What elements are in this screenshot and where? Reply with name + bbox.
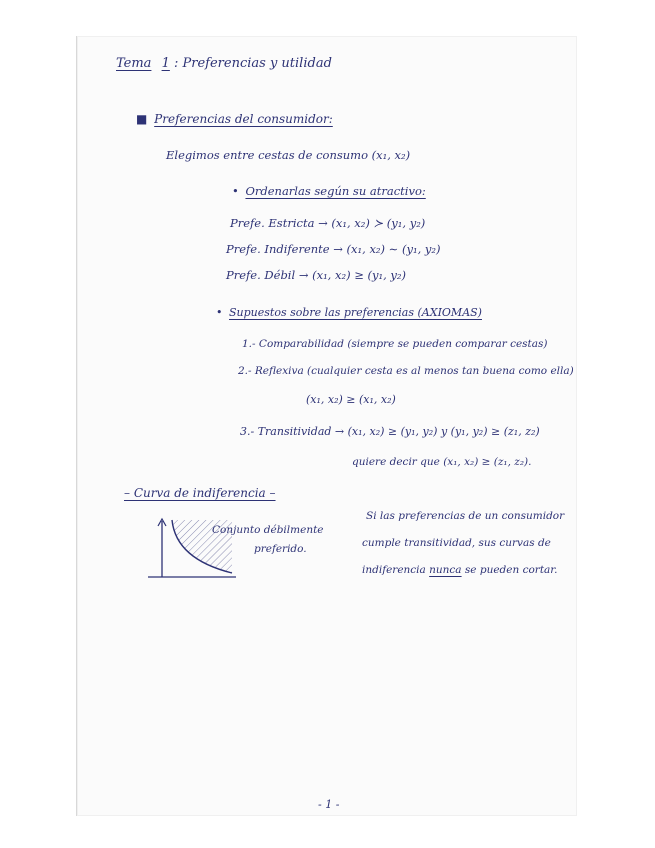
note-line3 <box>362 564 558 576</box>
axiom-transitivity: 3.- Transitividad → (x₁, x₂) ≥ (y₁, y₂) y (y₁, y₂) ≥ (z₁, z₂) <box>240 425 540 438</box>
axiom-comparability: 1.- Comparabilidad (siempre se pueden comparar cestas) <box>242 338 548 350</box>
indifference-curve-heading-text: – Curva de indiferencia – <box>124 486 276 500</box>
title-number: 1 <box>161 56 170 71</box>
note-word-rest: se pueden cortar. <box>464 564 558 576</box>
note-line2: cumple transitividad, sus curvas de <box>362 537 551 549</box>
axioms-heading <box>216 306 482 319</box>
pref-weak: Prefe. Débil → (x₁, x₂) ≥ (y₁, y₂) <box>226 268 407 282</box>
intro-line: Elegimos entre cestas de consumo (x₁, x₂) <box>166 148 411 162</box>
title-prefix: Tema <box>116 56 152 71</box>
section-heading-preferences <box>136 112 333 126</box>
section-heading-text: Preferencias del consumidor: <box>154 112 333 126</box>
pref-strict: Prefe. Estricta → (x₁, x₂) ≻ (y₁, y₂) <box>230 216 426 230</box>
axiom-reflexive-formula: (x₁, x₂) ≥ (x₁, x₂) <box>306 393 396 406</box>
indifference-curve-heading <box>124 486 276 500</box>
page-number: - 1 - <box>318 798 340 811</box>
note-line1: Si las preferencias de un consumidor <box>366 510 565 522</box>
pref-indifferent: Prefe. Indiferente → (x₁, x₂) ∼ (y₁, y₂) <box>226 242 441 256</box>
axioms-heading-text: Supuestos sobre las preferencias (AXIOMAS) <box>229 306 482 319</box>
note-word-nunca: nunca <box>429 564 462 576</box>
bullet-icon: ■ <box>136 112 148 126</box>
bullet-icon: • <box>216 306 223 319</box>
graph-label-line2: preferido. <box>254 543 307 555</box>
title-rest: : Preferencias y utilidad <box>174 56 332 71</box>
graph-label-line1: Conjunto débilmente <box>212 524 324 536</box>
bullet-icon: • <box>232 184 239 198</box>
axiom-transitivity-conclusion: quiere decir que (x₁, x₂) ≥ (z₁, z₂). <box>352 456 532 468</box>
axiom-reflexive: 2.- Reflexiva (cualquier cesta es al menos tan buena como ella) <box>238 365 574 377</box>
page-title <box>116 56 332 71</box>
note-word-indiferencia: indiferencia <box>362 564 426 576</box>
order-heading-text: Ordenarlas según su atractivo: <box>245 184 426 198</box>
order-heading <box>232 184 426 198</box>
